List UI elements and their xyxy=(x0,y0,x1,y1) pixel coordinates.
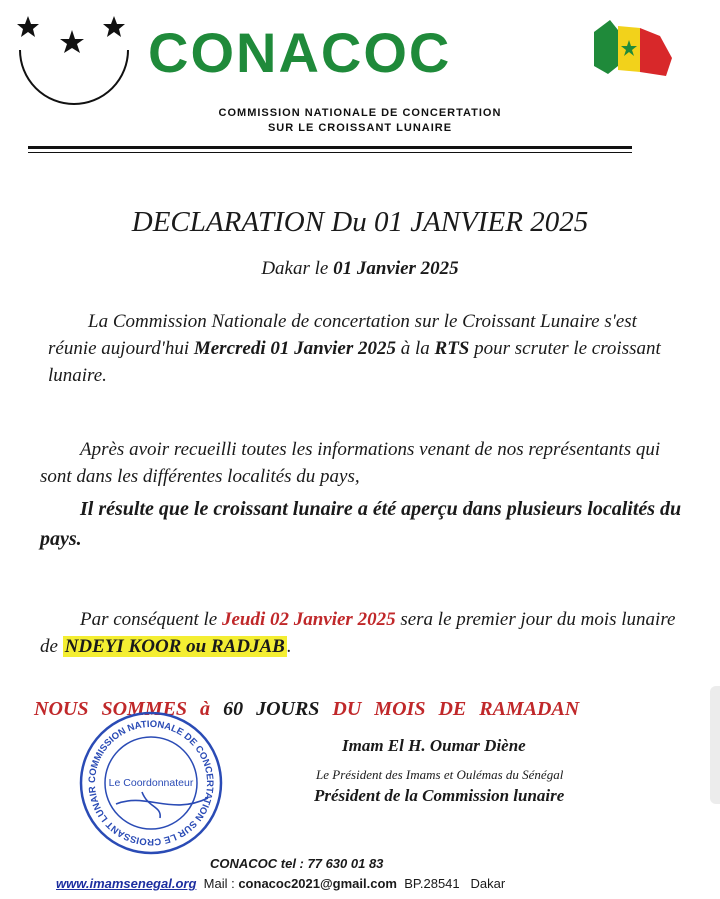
paragraph-4-text: Par conséquent le xyxy=(80,609,222,630)
signer-name: Imam El H. Oumar Diène xyxy=(342,736,526,755)
crescent-stars-logo-icon xyxy=(14,12,134,112)
footer-details xyxy=(56,876,505,891)
po-box: BP.28541 xyxy=(404,876,460,891)
first-day-date: Jeudi 02 Janvier 2025 xyxy=(221,609,396,630)
website-link[interactable]: www.imamsenegal.org xyxy=(56,876,197,891)
subtitle-line1: COMMISSION NATIONALE DE CONCERTATION xyxy=(218,107,502,119)
official-stamp-icon xyxy=(76,708,226,858)
paragraph-2 xyxy=(40,436,690,490)
paragraph-1-text-c: pour scruter le croissant lunaire. xyxy=(48,338,661,386)
mail-label: Mail : xyxy=(203,876,235,891)
declaration-title: DECLARATION Du 01 JANVIER 2025 xyxy=(131,206,589,238)
paragraph-3 xyxy=(40,494,690,554)
stamp-center-text: Le Coordonnateur xyxy=(108,777,194,789)
ramadan-notice-days: 60 JOURS xyxy=(223,698,320,720)
senegal-map-flag-icon xyxy=(588,14,678,84)
side-scroll-tab[interactable] xyxy=(710,686,720,804)
lunar-month-name: NDEYI KOOR ou RADJAB xyxy=(64,636,285,657)
brand-title: CONACOC xyxy=(148,21,452,84)
paragraph-2-text: Après avoir recueilli toutes les informations venant de nos représentants qui sont dans les différentes localités du pays, xyxy=(40,439,661,487)
ramadan-notice-part3: DU MOIS DE RAMADAN xyxy=(332,698,580,720)
meeting-venue: RTS xyxy=(434,338,470,359)
city: Dakar xyxy=(470,876,506,891)
stamp-ring-text: COMMISSION NATIONALE DE CONCERTATION SUR LE CROISSANT LUNAIR xyxy=(86,718,216,848)
date-place-label: Dakar le xyxy=(261,258,329,279)
paragraph-3-text: Il résulte que le croissant lunaire a été aperçu dans plusieurs localités du pays. xyxy=(40,498,682,550)
header-divider xyxy=(28,146,632,149)
ramadan-notice-part1: NOUS SOMMES à xyxy=(34,698,211,720)
paragraph-1-text: La Commission Nationale de concertation sur le Croissant Lunaire s'est réunie aujourd'hui xyxy=(48,311,637,359)
paragraph-4-text-c: . xyxy=(286,636,292,657)
date-value: 01 Janvier 2025 xyxy=(333,258,459,279)
signer-role-1: Le Président des Imams et Oulémas du Sénégal xyxy=(316,767,564,782)
signer-role-2: Président de la Commission lunaire xyxy=(314,786,565,805)
subtitle-line2: SUR LE CROISSANT LUNAIRE xyxy=(267,122,453,134)
email-link[interactable]: conacoc2021@gmail.com xyxy=(238,876,397,891)
paragraph-1-text-b: à la xyxy=(395,338,435,359)
paragraph-4 xyxy=(40,606,690,660)
date-place xyxy=(0,258,720,280)
header-divider-thin xyxy=(28,152,632,153)
footer-contact: CONACOC tel : 77 630 01 83 xyxy=(210,856,384,871)
paragraph-4-text-b: sera le premier jour du mois lunaire de xyxy=(40,609,676,657)
meeting-day: Mercredi 01 Janvier 2025 xyxy=(193,338,396,359)
paragraph-1 xyxy=(48,308,688,389)
